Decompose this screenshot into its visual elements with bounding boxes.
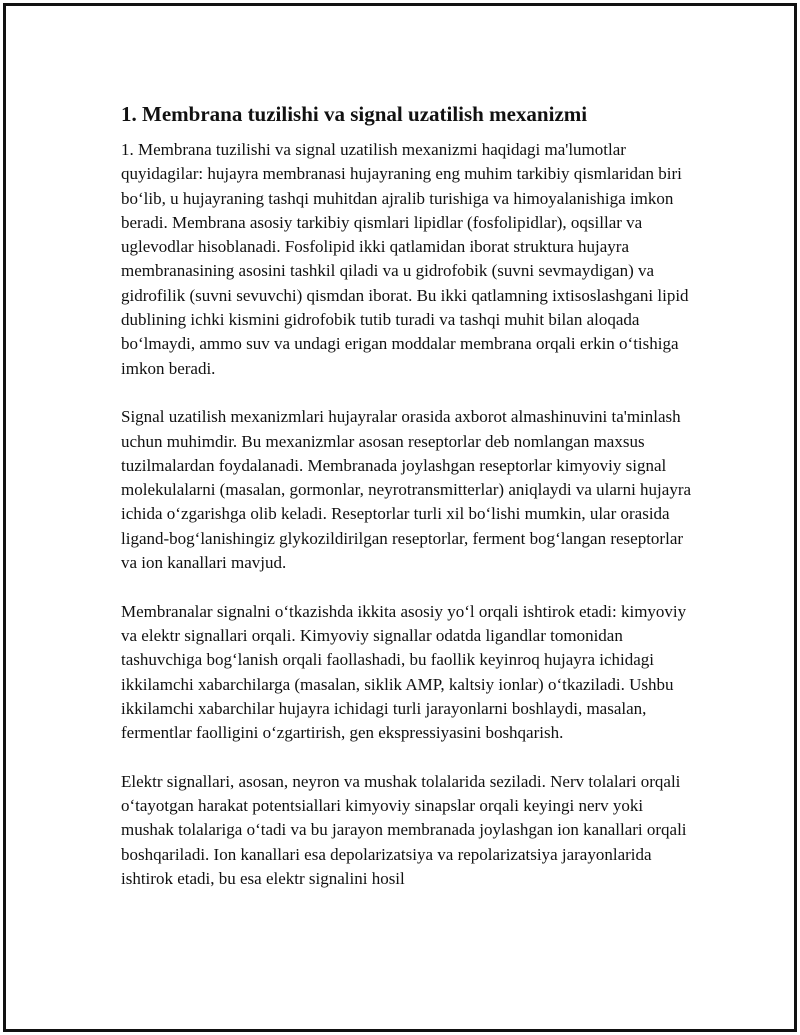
document-page [3,3,797,1032]
section-heading: 1. Membrana tuzilishi va signal uzatilish mexanizmi [121,102,588,126]
paragraph-membrane-structure: 1. Membrana tuzilishi va signal uzatilish mexanizmi haqidagi ma'lumotlar quyidagilar: hujayra membranasi hujayraning eng muhim tarkibiy qismlaridan biri bo‘lib, u hujayraning tashqi muhitdan ajralib turishiga va himoyalanishiga imkon beradi. Membrana asosiy tarkibiy qismlari lipidlar (fosfolipidlar), oqsillar va uglevodlar hisoblanadi. Fosfolipid ikki qatlamidan iborat struktura hujayra membranasining asosini tashkil qiladi va u gidrofobik (suvni sevmaydigan) va gidrofilik (suvni sevuvchi) qismdan iborat. Bu ikki qatlamning ixtisoslashgani lipid dublining ichki kismini gidrofobik tutib turadi va tashqi muhit bilan aloqada bo‘lmaydi, ammo suv va undagi erigan moddalar membrana orqali erkin o‘tishiga imkon beradi. [121,140,689,378]
document-body [121,90,696,916]
paragraph-electric-signals: Elektr signallari, asosan, neyron va mushak tolalarida seziladi. Nerv tolalari orqali o‘tayotgan harakat potentsiallari kimyoviy sinapslar orqali keyingi nerv yoki mushak tolalariga o‘tadi va bu jarayon membranada joylashgan ion kanallari orqali boshqariladi. Ion kanallari esa depolarizatsiya va repolarizatsiya jarayonlarida ishtirok etadi, bu esa elektr signalini hosil [121,771,687,888]
paragraph-signal-mechanisms: Signal uzatilish mexanizmlari hujayralar orasida axborot almashinuvini ta'minlash uchun muhimdir. Bu mexanizmlar asosan reseptorlar deb nomlangan maxsus tuzilmalardan foydalanadi. Membranada joylashgan reseptorlar kimyoviy signal molekulalarni (masalan, gormonlar, neyrotransmitterlar) aniqlaydi va ularni hujayra ichida o‘zgarishga olib keladi. Reseptorlar turli xil bo‘lishi mumkin, ular orasida ligand-bog‘lanishingiz glykozildirilgan reseptorlar, ferment bog‘langan reseptorlar va ion kanallari mavjud. [121,407,692,573]
paragraph-signal-pathways: Membranalar signalni o‘tkazishda ikkita asosiy yo‘l orqali ishtirok etadi: kimyoviy va elektr signallari orqali. Kimyoviy signallar odatda ligandlar tomonidan tashuvchiga bog‘lanish orqali faollashadi, bu faollik keyinroq hujayra ichidagi ikkilamchi xabarchilarga (masalan, siklik AMP, kaltsiy ionlar) o‘tkaziladi. Ushbu ikkilamchi xabarchilar hujayra ichidagi turli jarayonlarni boshlaydi, masalan, fermentlar faolligini o‘zgartirish, gen ekspressiyasini boshqarish. [121,601,687,743]
